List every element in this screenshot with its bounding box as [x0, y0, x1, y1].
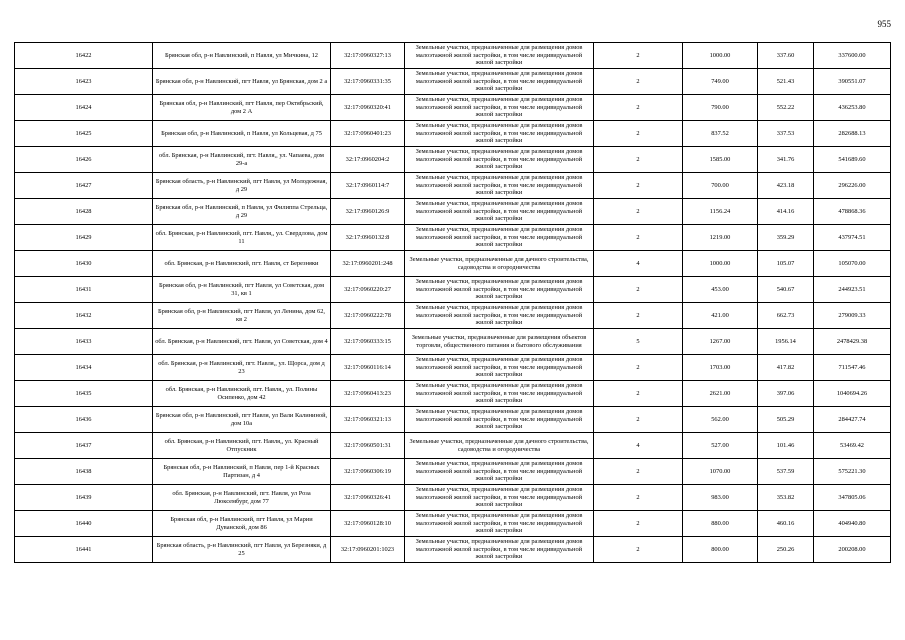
record-number-cell: 16424	[15, 95, 153, 121]
cadastral-number-cell: 32:17:0960126:9	[331, 199, 405, 225]
unit-value-cell: 337.60	[758, 43, 814, 69]
area-cell: 562.00	[683, 407, 758, 433]
cadastral-number-cell: 32:17:0960320:41	[331, 95, 405, 121]
area-cell: 700.00	[683, 173, 758, 199]
land-use-cell: Земельные участки, предназначенные для размещения объектов торговли, общественного питания и бытового обслуживания	[405, 329, 594, 355]
cadastral-value-cell: 436253.80	[814, 95, 891, 121]
cadastral-number-cell: 32:17:0960116:14	[331, 355, 405, 381]
address-cell: Брянская обл, р-н Навлинский, пгт Навля, ул Брянская, дом 2 а	[153, 69, 331, 95]
address-cell: обл. Брянская, р-н Навлинский, пгт. Навля, ул Советская, дом 4	[153, 329, 331, 355]
group-cell: 2	[594, 537, 683, 563]
area-cell: 837.52	[683, 121, 758, 147]
address-cell: Брянская обл, р-н Навлинский, пгт Навля, ул Марии Дуванской, дом 86	[153, 511, 331, 537]
table-row	[15, 251, 891, 277]
table-row	[15, 459, 891, 485]
cadastral-value-cell: 2478429.38	[814, 329, 891, 355]
cadastral-number-cell: 32:17:0960132:8	[331, 225, 405, 251]
unit-value-cell: 101.46	[758, 433, 814, 459]
area-cell: 1000.00	[683, 251, 758, 277]
land-use-cell: Земельные участки, предназначенные для размещения домов малоэтажной жилой застройки, в том числе индивидуальной жилой застройки	[405, 511, 594, 537]
address-cell: Брянская обл, р-н Навлинский, п Навля, ул Кольцевая, д 75	[153, 121, 331, 147]
land-use-cell: Земельные участки, предназначенные для размещения домов малоэтажной жилой застройки, в том числе индивидуальной жилой застройки	[405, 277, 594, 303]
unit-value-cell: 540.67	[758, 277, 814, 303]
table-row	[15, 121, 891, 147]
group-cell: 2	[594, 511, 683, 537]
table-row	[15, 381, 891, 407]
unit-value-cell: 341.76	[758, 147, 814, 173]
land-use-cell: Земельные участки, предназначенные для размещения домов малоэтажной жилой застройки, в том числе индивидуальной жилой застройки	[405, 485, 594, 511]
unit-value-cell: 250.26	[758, 537, 814, 563]
unit-value-cell: 414.16	[758, 199, 814, 225]
cadastral-value-cell: 337600.00	[814, 43, 891, 69]
land-use-cell: Земельные участки, предназначенные для размещения домов малоэтажной жилой застройки, в том числе индивидуальной жилой застройки	[405, 381, 594, 407]
cadastral-number-cell: 32:17:0960201:248	[331, 251, 405, 277]
cadastral-value-cell: 284427.74	[814, 407, 891, 433]
cadastral-number-cell: 32:17:0960413:23	[331, 381, 405, 407]
cadastral-number-cell: 32:17:0960327:13	[331, 43, 405, 69]
table-row	[15, 329, 891, 355]
cadastral-value-cell: 53469.42	[814, 433, 891, 459]
record-number-cell: 16429	[15, 225, 153, 251]
cadastral-number-cell: 32:17:0960128:10	[331, 511, 405, 537]
record-number-cell: 16427	[15, 173, 153, 199]
table-row	[15, 433, 891, 459]
unit-value-cell: 537.59	[758, 459, 814, 485]
cadastral-number-cell: 32:17:0960401:23	[331, 121, 405, 147]
table-row	[15, 225, 891, 251]
record-number-cell: 16441	[15, 537, 153, 563]
table-row	[15, 199, 891, 225]
cadastral-value-cell: 296226.00	[814, 173, 891, 199]
table-row	[15, 277, 891, 303]
area-cell: 983.00	[683, 485, 758, 511]
area-cell: 1267.00	[683, 329, 758, 355]
cadastral-number-cell: 32:17:0960114:7	[331, 173, 405, 199]
cadastral-value-cell: 404940.80	[814, 511, 891, 537]
group-cell: 4	[594, 251, 683, 277]
record-number-cell: 16438	[15, 459, 153, 485]
cadastral-value-cell: 541689.60	[814, 147, 891, 173]
group-cell: 2	[594, 303, 683, 329]
land-use-cell: Земельные участки, предназначенные для размещения домов малоэтажной жилой застройки, в том числе индивидуальной жилой застройки	[405, 407, 594, 433]
record-number-cell: 16430	[15, 251, 153, 277]
area-cell: 2621.00	[683, 381, 758, 407]
area-cell: 1585.00	[683, 147, 758, 173]
cadastral-value-cell: 347805.06	[814, 485, 891, 511]
area-cell: 421.00	[683, 303, 758, 329]
land-use-cell: Земельные участки, предназначенные для размещения домов малоэтажной жилой застройки, в том числе индивидуальной жилой застройки	[405, 225, 594, 251]
land-use-cell: Земельные участки, предназначенные для размещения домов малоэтажной жилой застройки, в том числе индивидуальной жилой застройки	[405, 537, 594, 563]
area-cell: 1070.00	[683, 459, 758, 485]
record-number-cell: 16426	[15, 147, 153, 173]
table-row	[15, 43, 891, 69]
unit-value-cell: 417.82	[758, 355, 814, 381]
group-cell: 2	[594, 459, 683, 485]
area-cell: 527.00	[683, 433, 758, 459]
address-cell: обл. Брянская, р-н Навлинский, пгт. Навля,, ул. Свердлова, дом 11	[153, 225, 331, 251]
address-cell: Брянская обл, р-н Навлинский, п Навля, ул Мичкина, 12	[153, 43, 331, 69]
area-cell: 1703.00	[683, 355, 758, 381]
cadastral-number-cell: 32:17:0960201:1023	[331, 537, 405, 563]
address-cell: обл. Брянская, р-н Навлинский, пгт. Навля,, ул. Красный Отпускник	[153, 433, 331, 459]
record-number-cell: 16436	[15, 407, 153, 433]
land-registry-table	[14, 42, 891, 563]
group-cell: 2	[594, 225, 683, 251]
address-cell: Брянская обл, р-н Навлинский, п Навля, пер 1-й Красных Партизан, д 4	[153, 459, 331, 485]
area-cell: 1156.24	[683, 199, 758, 225]
address-cell: Брянская обл, р-н Навлинский, пгт Навля, пер Октябрьский, дом 2 А	[153, 95, 331, 121]
group-cell: 2	[594, 173, 683, 199]
table-row	[15, 69, 891, 95]
group-cell: 2	[594, 69, 683, 95]
record-number-cell: 16431	[15, 277, 153, 303]
unit-value-cell: 353.82	[758, 485, 814, 511]
group-cell: 2	[594, 407, 683, 433]
land-use-cell: Земельные участки, предназначенные для размещения домов малоэтажной жилой застройки, в том числе индивидуальной жилой застройки	[405, 43, 594, 69]
cadastral-value-cell: 244923.51	[814, 277, 891, 303]
unit-value-cell: 521.43	[758, 69, 814, 95]
cadastral-value-cell: 390551.07	[814, 69, 891, 95]
area-cell: 800.00	[683, 537, 758, 563]
group-cell: 4	[594, 433, 683, 459]
page-number: 955	[877, 19, 891, 29]
cadastral-number-cell: 32:17:0960501:31	[331, 433, 405, 459]
table-row	[15, 355, 891, 381]
address-cell: обл. Брянская, р-н Навлинский, пгт. Навля, ул Роза Люксембург, дом 77	[153, 485, 331, 511]
unit-value-cell: 552.22	[758, 95, 814, 121]
record-number-cell: 16425	[15, 121, 153, 147]
cadastral-number-cell: 32:17:0960331:35	[331, 69, 405, 95]
unit-value-cell: 662.73	[758, 303, 814, 329]
group-cell: 2	[594, 121, 683, 147]
cadastral-number-cell: 32:17:0960222:78	[331, 303, 405, 329]
address-cell: Брянская область, р-н Навлинский, пгт Навля, ул Березняки, д 25	[153, 537, 331, 563]
address-cell: обл. Брянская, р-н Навлинский, пгт. Навля,, ул. Чапаева, дом 29-а	[153, 147, 331, 173]
area-cell: 1219.00	[683, 225, 758, 251]
cadastral-number-cell: 32:17:0960333:15	[331, 329, 405, 355]
cadastral-number-cell: 32:17:0960220:27	[331, 277, 405, 303]
record-number-cell: 16428	[15, 199, 153, 225]
unit-value-cell: 337.53	[758, 121, 814, 147]
land-use-cell: Земельные участки, предназначенные для дачного строительства, садоводства и огородничества	[405, 433, 594, 459]
cadastral-value-cell: 1040694.26	[814, 381, 891, 407]
unit-value-cell: 423.18	[758, 173, 814, 199]
address-cell: Брянская обл, р-н Навлинский, пгт Навля, ул Вали Калининой, дом 10а	[153, 407, 331, 433]
group-cell: 2	[594, 43, 683, 69]
table-body	[15, 43, 891, 563]
cadastral-number-cell: 32:17:0960321:13	[331, 407, 405, 433]
area-cell: 790.00	[683, 95, 758, 121]
land-use-cell: Земельные участки, предназначенные для дачного строительства, садоводства и огородничества	[405, 251, 594, 277]
group-cell: 2	[594, 381, 683, 407]
cadastral-value-cell: 279009.33	[814, 303, 891, 329]
land-use-cell: Земельные участки, предназначенные для размещения домов малоэтажной жилой застройки, в том числе индивидуальной жилой застройки	[405, 95, 594, 121]
table-row	[15, 303, 891, 329]
land-use-cell: Земельные участки, предназначенные для размещения домов малоэтажной жилой застройки, в том числе индивидуальной жилой застройки	[405, 147, 594, 173]
land-use-cell: Земельные участки, предназначенные для размещения домов малоэтажной жилой застройки, в том числе индивидуальной жилой застройки	[405, 355, 594, 381]
record-number-cell: 16423	[15, 69, 153, 95]
group-cell: 2	[594, 95, 683, 121]
cadastral-number-cell: 32:17:0960204:2	[331, 147, 405, 173]
record-number-cell: 16437	[15, 433, 153, 459]
address-cell: Брянская обл, р-н Навлинский, пгт Навля, ул Ленина, дом 62, кв 2	[153, 303, 331, 329]
area-cell: 880.00	[683, 511, 758, 537]
record-number-cell: 16439	[15, 485, 153, 511]
record-number-cell: 16434	[15, 355, 153, 381]
land-use-cell: Земельные участки, предназначенные для размещения домов малоэтажной жилой застройки, в том числе индивидуальной жилой застройки	[405, 303, 594, 329]
cadastral-value-cell: 200208.00	[814, 537, 891, 563]
land-use-cell: Земельные участки, предназначенные для размещения домов малоэтажной жилой застройки, в том числе индивидуальной жилой застройки	[405, 459, 594, 485]
land-use-cell: Земельные участки, предназначенные для размещения домов малоэтажной жилой застройки, в том числе индивидуальной жилой застройки	[405, 173, 594, 199]
table-row	[15, 511, 891, 537]
address-cell: обл. Брянская, р-н Навлинский, пгт. Навля, ст Березняки	[153, 251, 331, 277]
address-cell: обл. Брянская, р-н Навлинский, пгт. Навля,, ул. Щорса, дом д 23	[153, 355, 331, 381]
address-cell: обл. Брянская, р-н Навлинский, пгт. Навля,, ул. Полины Осипенко, дом 42	[153, 381, 331, 407]
table-row	[15, 407, 891, 433]
address-cell: Брянская обл, р-н Навлинский, пгт Навля, ул Советская, дом 31, кв 1	[153, 277, 331, 303]
record-number-cell: 16440	[15, 511, 153, 537]
group-cell: 2	[594, 277, 683, 303]
land-use-cell: Земельные участки, предназначенные для размещения домов малоэтажной жилой застройки, в том числе индивидуальной жилой застройки	[405, 199, 594, 225]
cadastral-value-cell: 478868.36	[814, 199, 891, 225]
area-cell: 453.00	[683, 277, 758, 303]
area-cell: 749.00	[683, 69, 758, 95]
table-row	[15, 173, 891, 199]
cadastral-number-cell: 32:17:0960326:41	[331, 485, 405, 511]
record-number-cell: 16422	[15, 43, 153, 69]
unit-value-cell: 105.07	[758, 251, 814, 277]
table-row	[15, 537, 891, 563]
cadastral-value-cell: 282688.13	[814, 121, 891, 147]
group-cell: 5	[594, 329, 683, 355]
cadastral-value-cell: 437974.51	[814, 225, 891, 251]
group-cell: 2	[594, 147, 683, 173]
record-number-cell: 16435	[15, 381, 153, 407]
unit-value-cell: 505.29	[758, 407, 814, 433]
unit-value-cell: 1956.14	[758, 329, 814, 355]
area-cell: 1000.00	[683, 43, 758, 69]
group-cell: 2	[594, 199, 683, 225]
unit-value-cell: 460.16	[758, 511, 814, 537]
cadastral-value-cell: 105070.00	[814, 251, 891, 277]
unit-value-cell: 397.06	[758, 381, 814, 407]
table-row	[15, 95, 891, 121]
unit-value-cell: 359.29	[758, 225, 814, 251]
address-cell: Брянская обл, р-н Навлинский, п Навля, ул Филиппа Стрельца, д 29	[153, 199, 331, 225]
record-number-cell: 16432	[15, 303, 153, 329]
table-row	[15, 485, 891, 511]
address-cell: Брянская область, р-н Навлинский, пгт Навля, ул Молодежная, д 29	[153, 173, 331, 199]
record-number-cell: 16433	[15, 329, 153, 355]
cadastral-value-cell: 575221.30	[814, 459, 891, 485]
land-use-cell: Земельные участки, предназначенные для размещения домов малоэтажной жилой застройки, в том числе индивидуальной жилой застройки	[405, 121, 594, 147]
cadastral-value-cell: 711547.46	[814, 355, 891, 381]
land-use-cell: Земельные участки, предназначенные для размещения домов малоэтажной жилой застройки, в том числе индивидуальной жилой застройки	[405, 69, 594, 95]
cadastral-number-cell: 32:17:0960306:19	[331, 459, 405, 485]
group-cell: 2	[594, 485, 683, 511]
group-cell: 2	[594, 355, 683, 381]
table-row	[15, 147, 891, 173]
